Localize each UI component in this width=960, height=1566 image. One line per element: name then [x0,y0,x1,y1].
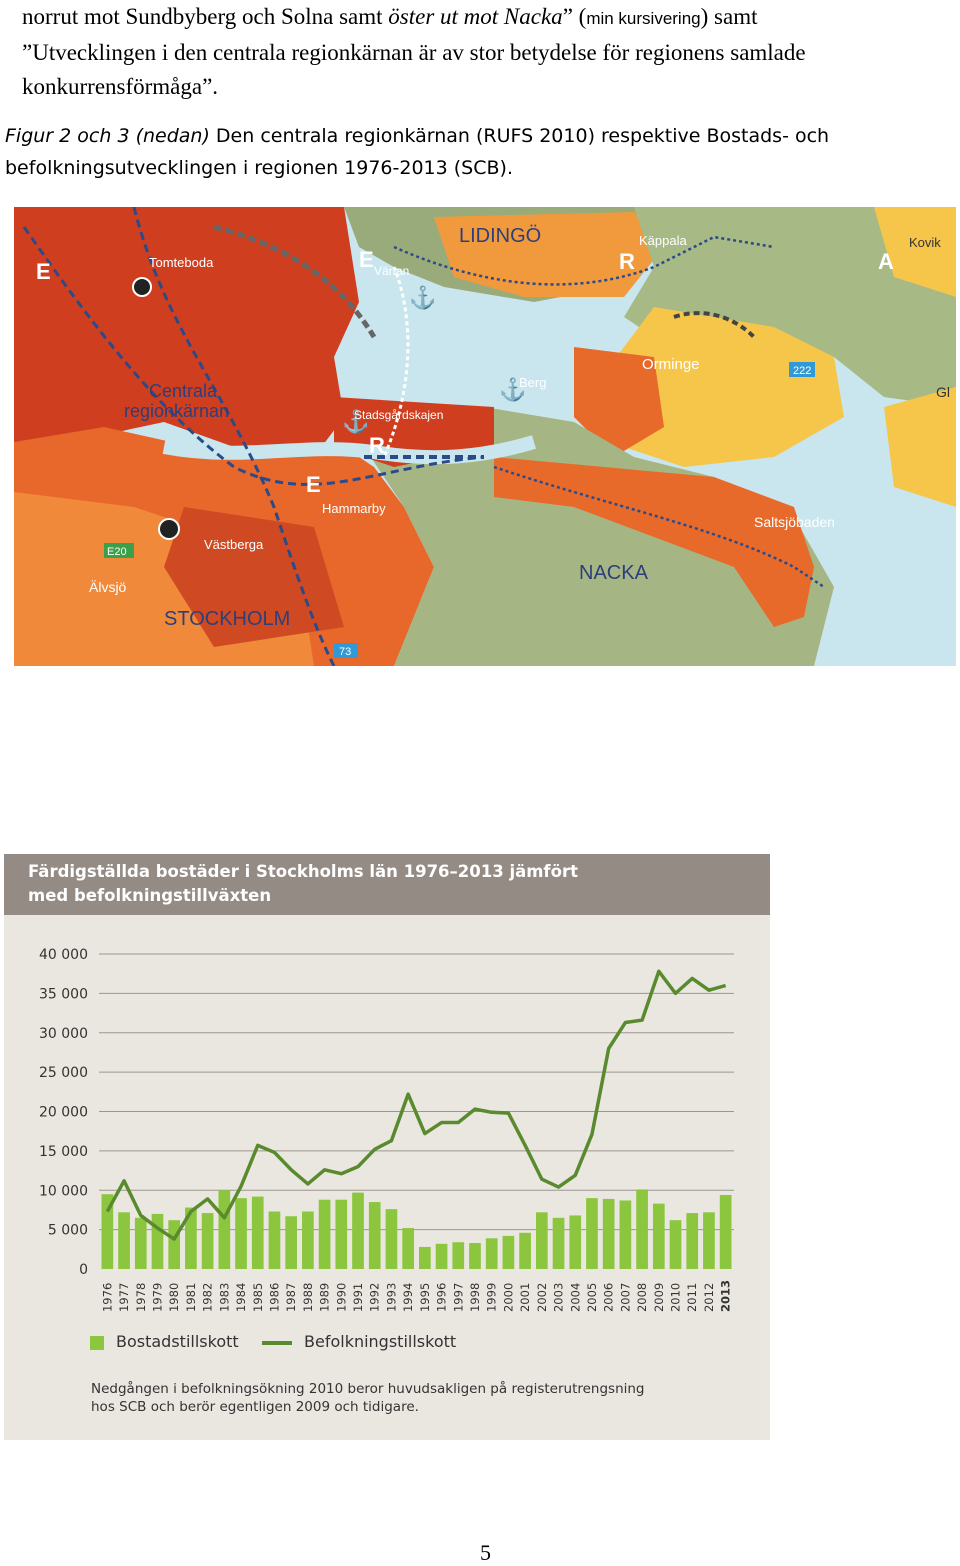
x-tick-label: 2012 [701,1282,716,1312]
chart-note [91,1380,731,1416]
bar [636,1189,648,1269]
map-label: Stadsgårdskajen [354,408,444,422]
y-tick-label: 10 000 [39,1183,88,1200]
map-label: LIDINGÖ [459,225,542,247]
x-tick-label: 1983 [217,1282,232,1312]
bar [302,1212,314,1269]
x-tick-label: 2006 [601,1282,616,1312]
x-tick-label: 1980 [167,1282,182,1312]
paragraph-line-1 [22,0,952,36]
caption-figure-ref: Figur 2 och 3 (nedan) [5,125,210,147]
map-label: Berg [519,375,547,390]
chart-note-line: Nedgången i befolkningsökning 2010 beror huvudsakligen på registerutrengsning [91,1381,645,1397]
bar [503,1236,515,1269]
x-tick-label: 2002 [534,1282,549,1312]
housing-population-chart [4,854,770,1440]
x-tick-label: 1979 [150,1282,165,1312]
x-tick-label: 1976 [100,1282,115,1312]
road-sign-label: 73 [339,646,352,658]
map-label: Tomteboda [149,255,214,270]
x-tick-label: 1977 [117,1282,132,1312]
bar [569,1215,581,1269]
bar [285,1216,297,1269]
bar [603,1199,615,1269]
bar [335,1200,347,1269]
bar [553,1218,565,1269]
x-tick-label: 1997 [451,1282,466,1312]
chart-title-line: med befolkningstillväxten [28,886,272,905]
bar [653,1204,665,1269]
x-tick-label: 2007 [618,1282,633,1312]
bar [202,1213,214,1269]
x-tick-label: 1998 [467,1282,482,1312]
x-tick-label: 1984 [234,1282,249,1312]
bar [469,1243,481,1269]
paragraph-line-3: konkurrensförmåga”. [22,74,219,99]
paragraph-line-2: ”Utvecklingen i den centrala regionkärnan är av stor betydelse för regionens samlade [22,40,806,65]
bar [369,1202,381,1269]
x-tick-label: 2004 [568,1282,583,1312]
station-icon [133,278,151,296]
x-tick-label: 2003 [551,1282,566,1312]
legend-item-bars [90,1332,239,1351]
map-label: Hammarby [322,501,386,516]
small-text: min kursivering [586,9,701,28]
road-sign-label: 222 [793,365,812,377]
text-fragment: ” ( [562,4,587,29]
body-paragraph [22,0,952,104]
bar [720,1195,732,1269]
x-tick-label: 2009 [651,1282,666,1312]
chart-note-line: hos SCB och berör egentligen 2009 och tidigare. [91,1399,419,1415]
x-tick-label: 1994 [401,1282,416,1312]
bar [319,1200,331,1269]
x-tick-label: 1993 [384,1282,399,1312]
legend-bar-swatch [90,1336,104,1350]
caption-line-2: befolkningsutvecklingen i regionen 1976-2013 (SCB). [5,157,513,179]
x-tick-label: 2011 [685,1282,700,1312]
map-marker-letter: A [878,249,894,274]
figure-caption [5,120,945,184]
population-line [107,971,725,1239]
x-tick-label: 1996 [434,1282,449,1312]
italic-text: öster ut mot Nacka [388,4,563,29]
bar [269,1212,281,1269]
legend-label: Befolkningstillskott [304,1332,457,1351]
caption-line-1 [5,120,945,152]
y-tick-label: 5 000 [47,1222,88,1239]
x-tick-label: 1991 [351,1282,366,1312]
bar [436,1244,448,1269]
map-marker-letter: R [619,249,635,274]
bar [586,1198,598,1269]
y-tick-label: 0 [79,1262,88,1278]
bar [670,1220,682,1269]
bar [252,1197,264,1269]
y-tick-label: 30 000 [39,1025,88,1042]
map-label: Värtan [374,264,410,278]
bar [519,1233,531,1269]
map-label: Älvsjö [89,579,127,595]
bar [703,1212,715,1269]
x-tick-label: 1985 [250,1282,265,1312]
x-tick-label: 1990 [334,1282,349,1312]
x-tick-label: 2000 [501,1282,516,1312]
map-marker-letter: R [369,433,385,458]
map-label: NACKA [579,562,648,584]
road-sign-label: E20 [107,546,127,558]
legend-item-line [262,1332,456,1351]
map-label: STOCKHOLM [164,608,291,630]
bar [386,1209,398,1269]
x-tick-label: 2008 [635,1282,650,1312]
caption-text: Den centrala regionkärnan (RUFS 2010) respektive Bostads- och [209,125,830,147]
legend-label: Bostadstillskott [116,1332,239,1351]
y-tick-label: 25 000 [39,1065,88,1082]
map-label: regionkärnan [124,401,230,421]
map-marker-letter: E [36,259,51,284]
bar [135,1218,147,1269]
x-tick-label: 2010 [668,1282,683,1312]
map-label: Centrala [149,381,218,401]
x-tick-label: 1981 [183,1282,198,1312]
map-label: Käppala [639,233,687,248]
map-label: Kovik [909,235,941,250]
anchor-icon: ⚓ [499,377,527,402]
x-tick-label: 2013 [718,1279,733,1312]
legend-line-swatch [262,1341,292,1345]
x-tick-label: 2005 [584,1282,599,1312]
bar [218,1190,230,1269]
map-marker-letter: E [306,472,321,497]
x-tick-label: 1982 [200,1282,215,1312]
x-tick-label: 1988 [300,1282,315,1312]
x-tick-label: 2001 [518,1282,533,1312]
y-tick-label: 20 000 [39,1104,88,1121]
bar [419,1247,431,1269]
anchor-icon: ⚓ [409,285,437,310]
chart-plot [4,854,770,1440]
x-tick-label: 1987 [284,1282,299,1312]
map-label: Gl [936,384,950,400]
map-label: Saltsjöbaden [754,514,835,530]
regional-core-map [14,207,956,666]
text-fragment: ) samt [700,4,758,29]
x-tick-label: 1986 [267,1282,282,1312]
bar [402,1228,414,1269]
bar [620,1200,632,1269]
text-fragment: norrut mot Sundbyberg och Solna samt [22,4,389,29]
x-tick-label: 1999 [484,1282,499,1312]
x-tick-label: 1992 [367,1282,382,1312]
chart-title-line: Färdigställda bostäder i Stockholms län 1976–2013 jämfört [28,862,578,881]
bar [352,1193,364,1269]
bar [452,1242,464,1269]
y-tick-label: 35 000 [39,986,88,1003]
bar [152,1214,164,1269]
page-number: 5 [480,1540,491,1565]
map-label: Orminge [642,356,700,373]
anchor-icon: ⚓ [342,409,370,434]
x-tick-label: 1989 [317,1282,332,1312]
bar [168,1220,180,1269]
bar [486,1238,498,1269]
map-label: Västberga [204,537,264,552]
bar [536,1212,548,1269]
y-tick-label: 15 000 [39,1143,88,1160]
x-tick-label: 1995 [417,1282,432,1312]
map-marker-letter: E [359,247,374,272]
bar [235,1198,247,1269]
y-tick-label: 40 000 [39,947,88,963]
station-icon [159,519,179,539]
bar [118,1212,130,1269]
bar [686,1213,698,1269]
x-tick-label: 1978 [133,1282,148,1312]
